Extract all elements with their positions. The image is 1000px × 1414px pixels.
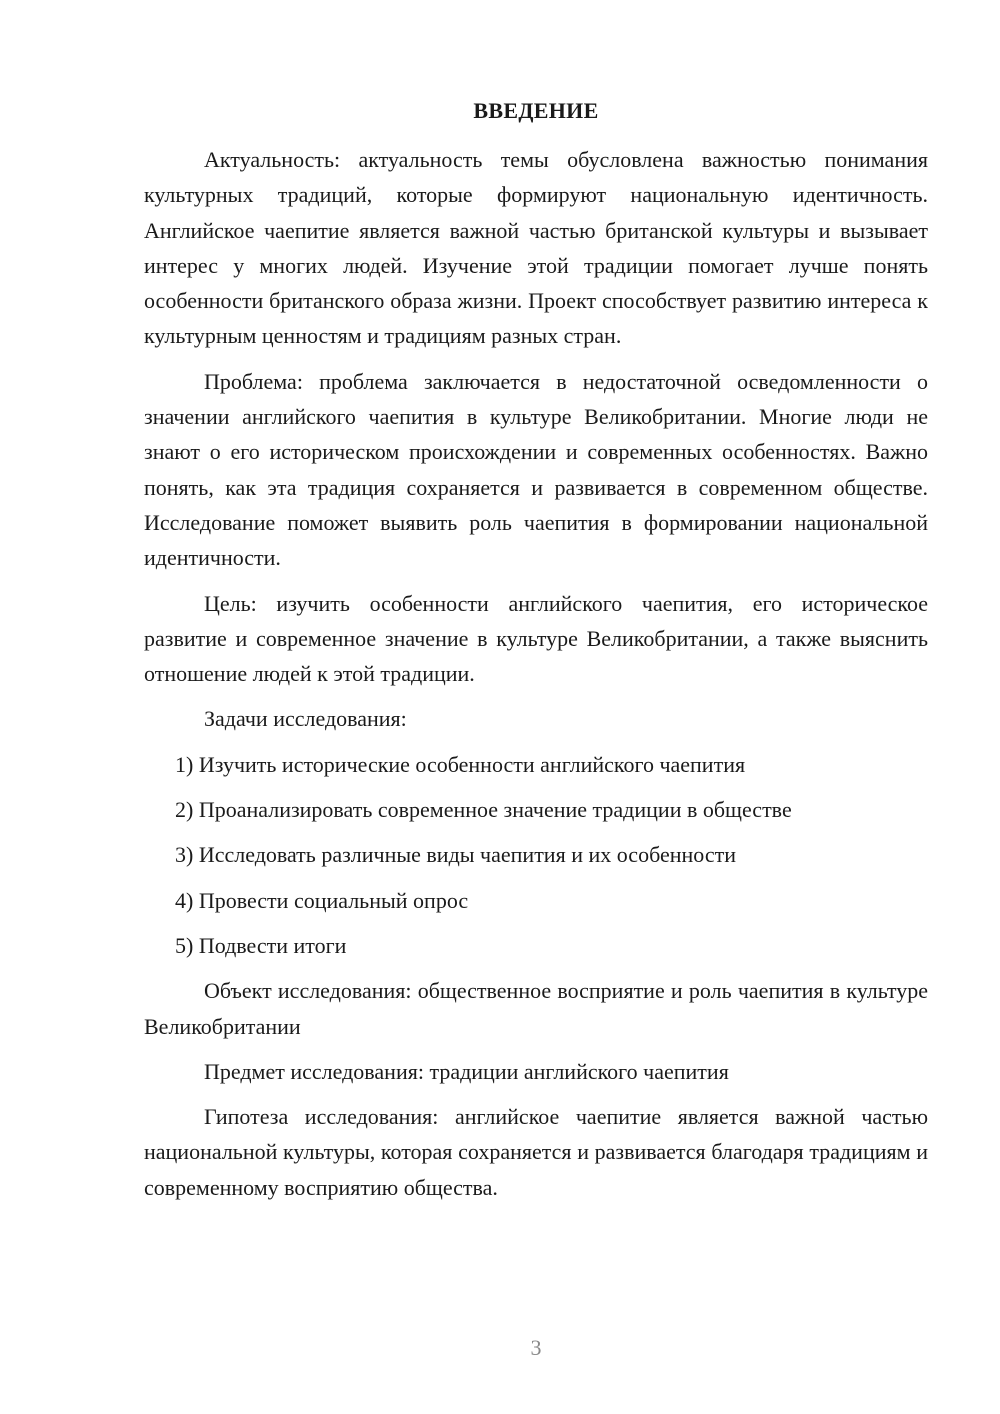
relevance-paragraph: Актуальность: актуальность темы обусловлена важностью понимания культурных традиций, которые формируют национальную идентичность. Английское чаепитие является важной частью британской культуры и вызывает интерес у многих людей. Изучение этой традиции помогает лучше понять особенности британского образа жизни. Проект способствует развитию интереса к культурным ценностям и традициям разных стран. xyxy=(144,147,928,349)
tasks-list xyxy=(144,747,928,963)
goal-paragraph: Цель: изучить особенности английского чаепития, его историческое развитие и современное значение в культуре Великобритании, а также выяснить отношение людей к этой традиции. xyxy=(144,590,928,687)
problem-paragraph: Проблема: проблема заключается в недостаточной осведомленности о значении английского чаепития в культуре Великобритании. Многие люди не знают о его историческом происхождении и современных особенностях. Важно понять, как эта традиция сохраняется и развивается в современном обществе. Исследование поможет выявить роль чаепития в формировании национальной идентичности. xyxy=(144,368,928,571)
object-paragraph: Объект исследования: общественное восприятие и роль чаепития в культуре Великобритании xyxy=(144,978,928,1039)
list-item: 4) Провести социальный опрос xyxy=(175,887,469,913)
list-item: 3) Исследовать различные виды чаепития и их особенности xyxy=(175,842,736,868)
tasks-heading: Задачи исследования: xyxy=(204,706,407,732)
page-title: ВВЕДЕНИЕ xyxy=(473,98,599,123)
subject-paragraph: Предмет исследования: традиции английского чаепития xyxy=(204,1058,729,1084)
document-body xyxy=(144,142,928,1215)
list-item: 2) Проанализировать современное значение традиции в обществе xyxy=(175,797,792,823)
hypothesis-paragraph: Гипотеза исследования: английское чаепитие является важной частью национальной культуры, которая сохраняется и развивается благодаря традициям и современному восприятию общества. xyxy=(144,1104,928,1200)
page-number: 3 xyxy=(530,1335,542,1360)
list-item: 5) Подвести итоги xyxy=(175,932,347,958)
list-item: 1) Изучить исторические особенности английского чаепития xyxy=(175,751,746,777)
